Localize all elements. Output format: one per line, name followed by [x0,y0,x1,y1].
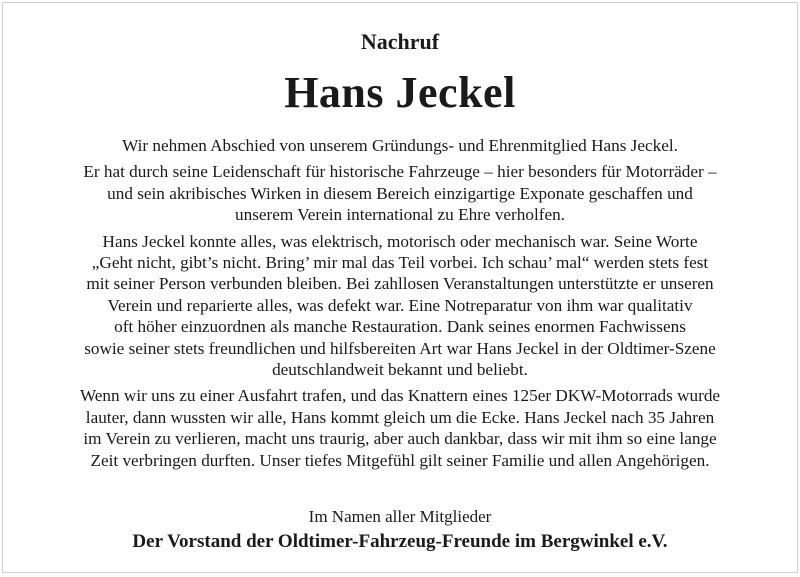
text-line: Verein und reparierte alles, was defekt war. Eine Notreparatur von ihm war qualitativ [107,295,693,315]
text-line: im Verein zu verlieren, macht uns traurig, aber auch dankbar, dass wir mit ihm so eine lange [83,429,717,449]
signoff-line: Im Namen aller Mitglieder [308,507,492,526]
text-line: sowie seiner stets freundlichen und hilfsbereiten Art war Hans Jeckel in der Oldtimer-Szene [84,338,716,358]
obituary-notice [2,2,798,573]
text-line: und sein akribisches Wirken in diesem Bereich einzigartige Exponate geschaffen und [107,183,693,203]
text-line: unserem Verein international zu Ehre verholfen. [235,205,565,225]
text-line: Hans Jeckel konnte alles, was elektrisch, motorisch oder mechanisch war. Seine Worte [102,231,698,251]
notice-body [23,135,777,471]
paragraph [23,161,777,225]
paragraph [23,135,777,156]
text-line: Wir nehmen Abschied von unserem Gründungs- und Ehrenmitglied Hans Jeckel. [122,136,678,155]
text-line: oft höher einzuordnen als manche Restauration. Dank seines enormen Fachwissens [114,317,686,337]
deceased-name: Hans Jeckel [284,68,516,117]
text-line: „Geht nicht, gibt’s nicht. Bring’ mir mal das Teil vorbei. Ich schau’ mal“ werden stets fest [91,253,709,273]
text-line: mit seiner Person verbunden bleiben. Bei zahllosen Veranstaltungen unterstützte er unseren [86,274,714,294]
text-line: lauter, dann wussten wir alle, Hans kommt gleich um die Ecke. Hans Jeckel nach 35 Jahren [85,407,715,427]
text-line: Wenn wir uns zu einer Ausfahrt trafen, und das Knattern eines 125er DKW-Motorrads wurde [79,386,721,406]
text-line: Er hat durch seine Leidenschaft für historische Fahrzeuge – hier besonders für Motorräder – [83,162,717,182]
text-line: Zeit verbringen durften. Unser tiefes Mitgefühl gilt seiner Familie und allen Angehörigen. [90,450,710,470]
text-line: deutschlandweit bekannt und beliebt. [272,360,528,380]
notice-heading: Nachruf [360,29,440,54]
paragraph [23,385,777,471]
signature-line: Der Vorstand der Oldtimer-Fahrzeug-Freunde im Bergwinkel e.V. [132,531,668,552]
paragraph [23,231,777,381]
